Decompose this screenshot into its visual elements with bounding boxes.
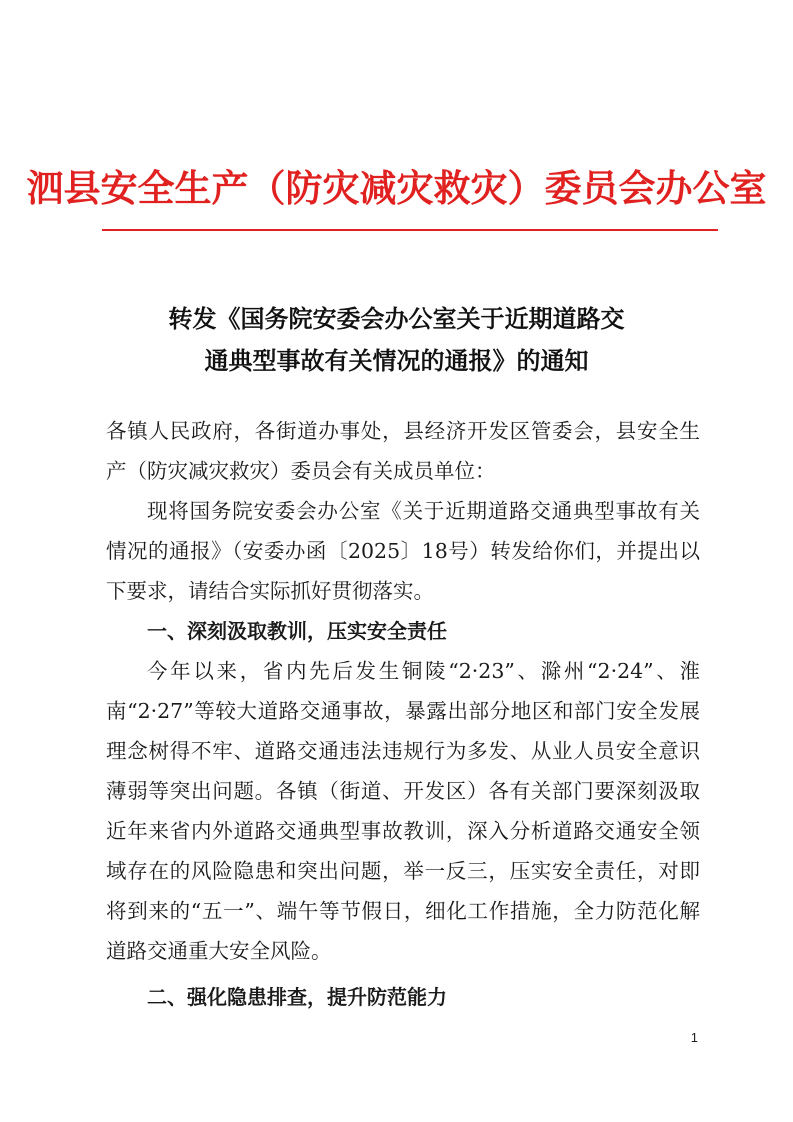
title-line-2: 通典型事故有关情况的通报》的通知 [204,347,589,375]
document-title [60,298,733,382]
letterhead-org-name: 泗县安全生产（防灾减灾救灾）委员会办公室 [26,167,767,210]
section-2-heading: 二、强化隐患排查，提升防范能力 [147,985,447,1009]
intro-paragraph: 现将国务院安委会办公室《关于近期道路交通典型事故有关情况的通报》（安委办函〔2025〕18号）转发给你们，并提出以下要求，请结合实际抓好贯彻落实。 [106,499,700,603]
document-body [106,411,700,1017]
letterhead-red-rule [102,229,718,231]
section-1-paragraph: 今年以来，省内先后发生铜陵“2·23”、滁州“2·24”、淮南“2·27”等较大道路交通事故，暴露出部分地区和部门安全发展理念树得不牢、道路交通违法违规行为多发、从业人员安全意识薄弱等突出问题。各镇（街道、开发区）各有关部门要深刻汲取近年来省内外道路交通典型事故教训，深入分析道路交通安全领域存在的风险隐患和突出问题，举一反三，压实安全责任，对即将到来的“五一”、端午等节假日，细化工作措施，全力防范化解道路交通重大安全风险。 [106,659,700,963]
page-number: 1 [690,1030,698,1045]
salutation: 各镇人民政府，各街道办事处，县经济开发区管委会，县安全生产（防灾减灾救灾）委员会有关成员单位： [106,419,700,483]
title-line-1: 转发《国务院安委会办公室关于近期道路交 [168,305,625,333]
section-1-heading: 一、深刻汲取教训，压实安全责任 [147,619,447,643]
